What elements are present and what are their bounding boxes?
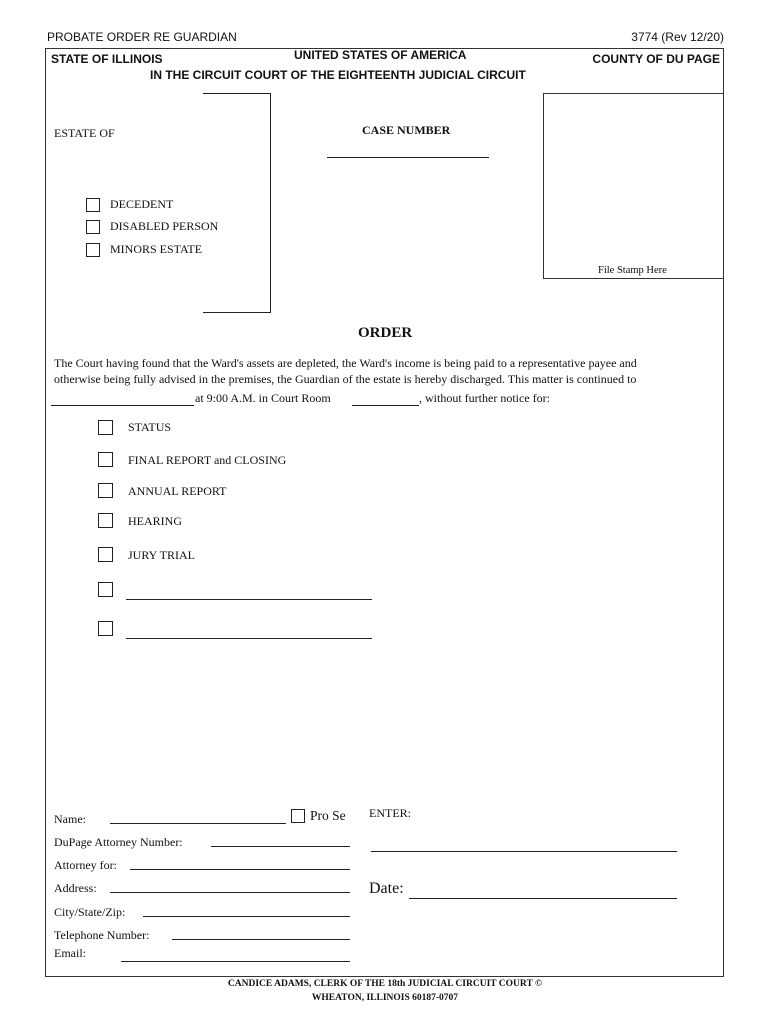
case-number-label: CASE NUMBER bbox=[362, 123, 451, 137]
form-title: PROBATE ORDER RE GUARDIAN bbox=[47, 30, 237, 44]
country-label: UNITED STATES OF AMERICA bbox=[294, 48, 467, 62]
telephone-label: Telephone Number: bbox=[54, 928, 150, 942]
minors-estate-label: MINORS ESTATE bbox=[110, 242, 203, 256]
form-number: 3774 (Rev 12/20) bbox=[631, 30, 724, 44]
minors-estate-checkbox[interactable] bbox=[86, 243, 100, 257]
disabled-person-checkbox[interactable] bbox=[86, 220, 100, 234]
footer-clerk: CANDICE ADAMS, CLERK OF THE 18th JUDICIAL CIRCUIT COURT © bbox=[227, 979, 543, 989]
attorney-for-field[interactable] bbox=[130, 869, 350, 870]
court-label: IN THE CIRCUIT COURT OF THE EIGHTEENTH JUDICIAL CIRCUIT bbox=[150, 68, 526, 82]
address-field[interactable] bbox=[110, 892, 350, 893]
order-body-line1: The Court having found that the Ward's assets are depleted, the Ward's income is being paid to a representative payee and bbox=[54, 356, 637, 370]
address-label: Address: bbox=[54, 881, 97, 895]
final-report-label: FINAL REPORT and CLOSING bbox=[128, 453, 287, 467]
decedent-checkbox[interactable] bbox=[86, 198, 100, 212]
decedent-label: DECEDENT bbox=[110, 197, 174, 211]
other-option-2-checkbox[interactable] bbox=[98, 621, 113, 636]
date-label: Date: bbox=[369, 880, 404, 897]
hearing-label: HEARING bbox=[128, 514, 182, 528]
status-label: STATUS bbox=[128, 420, 172, 434]
final-report-checkbox[interactable] bbox=[98, 452, 113, 467]
city-state-zip-field[interactable] bbox=[143, 916, 350, 917]
disabled-person-label: DISABLED PERSON bbox=[110, 219, 219, 233]
hearing-checkbox[interactable] bbox=[98, 513, 113, 528]
enter-label: ENTER: bbox=[369, 806, 411, 820]
judge-signature-field[interactable] bbox=[371, 851, 677, 852]
order-title: ORDER bbox=[358, 325, 413, 341]
continued-date-field[interactable] bbox=[51, 405, 194, 406]
file-stamp-label: File Stamp Here bbox=[598, 265, 667, 276]
email-field[interactable] bbox=[121, 961, 350, 962]
pro-se-checkbox[interactable] bbox=[291, 809, 305, 823]
file-stamp-box bbox=[543, 93, 724, 279]
annual-report-label: ANNUAL REPORT bbox=[128, 484, 227, 498]
name-field[interactable] bbox=[110, 823, 286, 824]
pro-se-label: Pro Se bbox=[310, 808, 346, 823]
jury-trial-label: JURY TRIAL bbox=[128, 548, 196, 562]
estate-bracket bbox=[203, 93, 271, 313]
attorney-for-label: Attorney for: bbox=[54, 858, 117, 872]
order-body-line2: otherwise being fully advised in the premises, the Guardian of the estate is hereby discharged. This matter is continued to bbox=[54, 372, 637, 386]
jury-trial-checkbox[interactable] bbox=[98, 547, 113, 562]
estate-of-label: ESTATE OF bbox=[54, 126, 115, 140]
telephone-field[interactable] bbox=[172, 939, 350, 940]
court-room-field[interactable] bbox=[352, 405, 419, 406]
attorney-number-field[interactable] bbox=[211, 846, 350, 847]
case-number-field[interactable] bbox=[327, 157, 489, 158]
other-option-1-checkbox[interactable] bbox=[98, 582, 113, 597]
annual-report-checkbox[interactable] bbox=[98, 483, 113, 498]
other-option-2-field[interactable] bbox=[126, 638, 372, 639]
email-label: Email: bbox=[54, 946, 86, 960]
notice-text: , without further notice for: bbox=[419, 391, 550, 405]
attorney-number-label: DuPage Attorney Number: bbox=[54, 835, 183, 849]
county-label: COUNTY OF DU PAGE bbox=[592, 52, 720, 66]
date-field[interactable] bbox=[409, 898, 677, 899]
state-label: STATE OF ILLINOIS bbox=[51, 52, 163, 66]
time-text: at 9:00 A.M. in Court Room bbox=[195, 391, 331, 405]
name-label: Name: bbox=[54, 812, 86, 826]
other-option-1-field[interactable] bbox=[126, 599, 372, 600]
city-state-zip-label: City/State/Zip: bbox=[54, 905, 126, 919]
status-checkbox[interactable] bbox=[98, 420, 113, 435]
footer-address: WHEATON, ILLINOIS 60187-0707 bbox=[311, 993, 459, 1003]
